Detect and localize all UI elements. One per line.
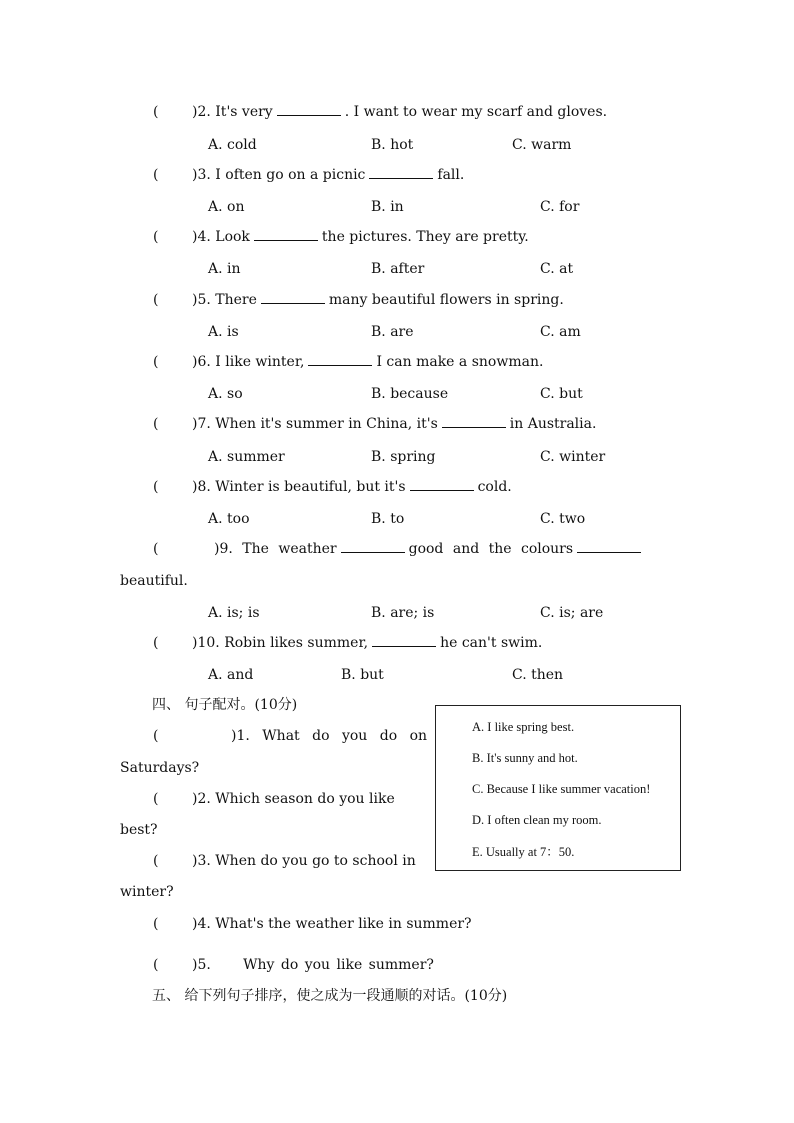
answer-paren[interactable]: (	[153, 853, 159, 869]
option-a[interactable]: A. and	[208, 667, 254, 683]
question-text: )7. When it's summer in China, it's in Australia.	[192, 416, 597, 432]
answer-paren[interactable]: (	[153, 292, 159, 308]
answer-option-c: C. Because I like summer vacation!	[472, 782, 651, 796]
match-text: )2. Which season do you like	[192, 791, 395, 807]
question-text: )2. It's very . I want to wear my scarf and gloves.	[192, 104, 608, 120]
answer-box	[435, 705, 681, 871]
blank[interactable]	[254, 228, 318, 241]
section-4-heading: 四、 句子配对。(10分)	[152, 697, 298, 713]
blank[interactable]	[277, 103, 341, 116]
option-c[interactable]: C. is; are	[540, 605, 604, 621]
option-b[interactable]: B. spring	[371, 449, 436, 465]
blank[interactable]	[369, 166, 433, 179]
blank[interactable]	[341, 540, 405, 553]
answer-paren[interactable]: (	[153, 416, 159, 432]
answer-paren[interactable]: (	[153, 728, 159, 744]
blank[interactable]	[261, 291, 325, 304]
question-text: )8. Winter is beautiful, but it's cold.	[192, 479, 512, 495]
option-b[interactable]: B. to	[371, 511, 405, 527]
option-b[interactable]: B. but	[341, 667, 384, 683]
question-text: )9. The weather good and the colours	[214, 540, 645, 558]
match-text: )4. What's the weather like in summer?	[192, 916, 472, 932]
answer-option-a: A. I like spring best.	[472, 720, 575, 734]
option-b[interactable]: B. hot	[371, 137, 414, 153]
answer-paren[interactable]: (	[153, 479, 159, 495]
answer-option-b: B. It's sunny and hot.	[472, 751, 578, 765]
option-c[interactable]: C. am	[540, 324, 581, 340]
answer-paren[interactable]: (	[153, 791, 159, 807]
option-a[interactable]: A. too	[208, 511, 250, 527]
match-text: )5. Why do you like summer?	[192, 957, 434, 973]
option-c[interactable]: C. for	[540, 199, 580, 215]
option-b[interactable]: B. in	[371, 199, 404, 215]
option-a[interactable]: A. summer	[208, 449, 285, 465]
answer-paren[interactable]: (	[153, 541, 159, 557]
match-text: )3. When do you go to school in	[192, 853, 416, 869]
question-text: )4. Look the pictures. They are pretty.	[192, 229, 529, 245]
section-5-heading: 五、 给下列句子排序，使之成为一段通顺的对话。(10分)	[152, 988, 508, 1004]
option-a[interactable]: A. so	[208, 386, 243, 402]
option-c[interactable]: C. warm	[512, 137, 572, 153]
question-text: )10. Robin likes summer, he can't swim.	[192, 635, 543, 651]
option-c[interactable]: C. but	[540, 386, 583, 402]
option-a[interactable]: A. cold	[208, 137, 257, 153]
question-text: )6. I like winter, I can make a snowman.	[192, 354, 544, 370]
question-text: )5. There many beautiful flowers in spring.	[192, 292, 564, 308]
blank[interactable]	[577, 540, 641, 553]
match-text: )1. What do you do on	[231, 728, 428, 744]
option-c[interactable]: C. two	[540, 511, 586, 527]
option-a[interactable]: A. is; is	[208, 605, 260, 621]
answer-paren[interactable]: (	[153, 916, 159, 932]
blank[interactable]	[410, 478, 474, 491]
question-text-wrap: beautiful.	[120, 573, 188, 589]
answer-paren[interactable]: (	[153, 104, 159, 120]
option-a[interactable]: A. on	[208, 199, 245, 215]
answer-paren[interactable]: (	[153, 635, 159, 651]
option-a[interactable]: A. is	[208, 324, 239, 340]
match-text-wrap: best?	[120, 822, 158, 838]
match-text-wrap: winter?	[120, 884, 174, 900]
option-c[interactable]: C. at	[540, 261, 574, 277]
answer-paren[interactable]: (	[153, 229, 159, 245]
answer-paren[interactable]: (	[153, 354, 159, 370]
answer-paren[interactable]: (	[153, 957, 159, 973]
option-c[interactable]: C. winter	[540, 449, 606, 465]
question-text: )3. I often go on a picnic fall.	[192, 167, 465, 183]
option-b[interactable]: B. are	[371, 324, 414, 340]
answer-option-d: D. I often clean my room.	[472, 813, 602, 827]
option-c[interactable]: C. then	[512, 667, 564, 683]
answer-paren[interactable]: (	[153, 167, 159, 183]
option-b[interactable]: B. are; is	[371, 605, 435, 621]
match-text-wrap: Saturdays?	[120, 760, 200, 776]
blank[interactable]	[308, 353, 372, 366]
option-a[interactable]: A. in	[208, 261, 241, 277]
option-b[interactable]: B. after	[371, 261, 425, 277]
blank[interactable]	[372, 634, 436, 647]
option-b[interactable]: B. because	[371, 386, 449, 402]
answer-option-e: E. Usually at 7：50.	[472, 845, 575, 859]
blank[interactable]	[442, 415, 506, 428]
